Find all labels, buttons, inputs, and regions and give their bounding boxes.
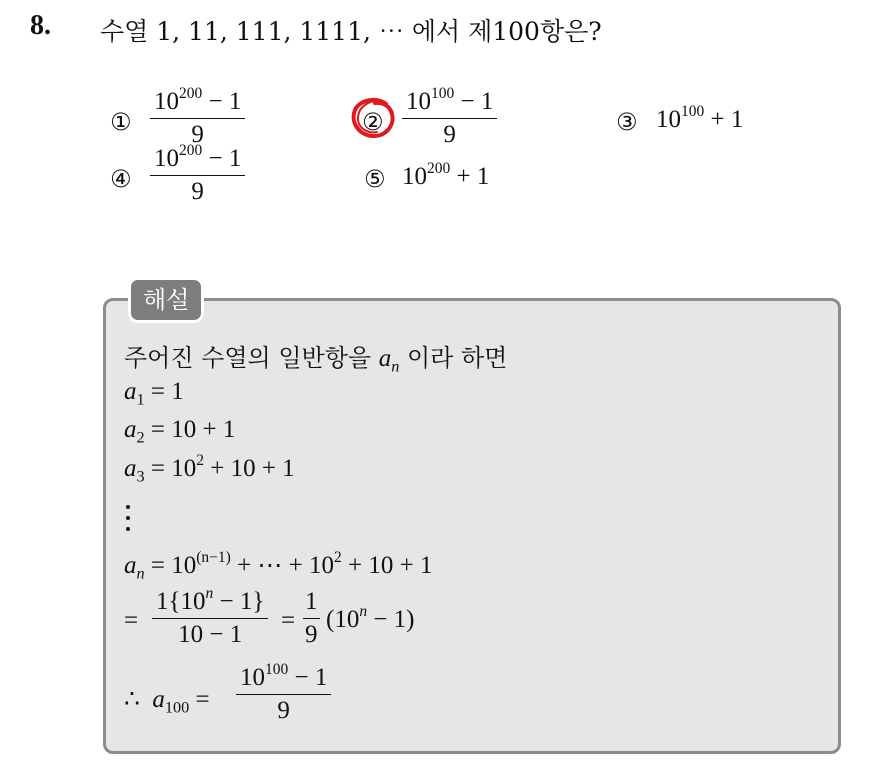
ratio-fraction-1: $\frac{1\{10^n - 1\}}{10 - 1}$ [152, 588, 268, 648]
choice-5-label[interactable]: ⑤ [364, 165, 386, 193]
choice-4-label[interactable]: ④ [110, 165, 132, 193]
vertical-ellipsis [126, 505, 130, 531]
ratio-tail: $(10^n - 1)$ [326, 603, 415, 633]
ratio-fraction-2: $\frac{1}{9}$ [305, 588, 318, 648]
ratio-equals-2: = [281, 607, 296, 634]
ratio-equals-1: = [124, 607, 139, 634]
choice-2-fraction[interactable]: $\frac{10^{100} - 1}{9}$ [402, 88, 497, 148]
choice-4-fraction[interactable]: $\frac{10^{200} - 1}{9}$ [150, 145, 245, 205]
choice-1-fraction[interactable]: $\frac{10^{200} - 1}{9}$ [150, 88, 245, 148]
solution-line-a1: $a_1 = 1$ [124, 378, 184, 409]
choice-5-expression[interactable]: $10^{200} + 1$ [402, 160, 490, 190]
solution-line-a3: $a_3 = 10^2 + 10 + 1$ [124, 452, 295, 486]
choice-2-label[interactable]: ② [362, 108, 384, 136]
solution-line-a2: $a_2 = 10 + 1$ [124, 416, 236, 447]
choice-1-label[interactable]: ① [110, 108, 132, 136]
choice-3-label[interactable]: ③ [616, 108, 638, 136]
solution-general-term: $a_n = 10^{(n-1)}$ + ⋯ + $10^2 + 10 + 1$ [124, 549, 433, 583]
question-number: 8. [30, 10, 51, 41]
choice-3-expression[interactable]: $10^{100} + 1$ [656, 103, 744, 133]
conclusion-fraction: $\frac{10^{100} - 1}{9}$ [236, 664, 331, 724]
solution-tag: 해설 [128, 277, 204, 323]
question-text: 수열 1, 11, 111, 1111, ⋯ 에서 제100항은? [100, 17, 602, 46]
conclusion-left: ∴ $a_{100}$ = [124, 686, 210, 717]
solution-intro: 주어진 수열의 일반항을 $a_n$ 이라 하면 [124, 344, 508, 376]
